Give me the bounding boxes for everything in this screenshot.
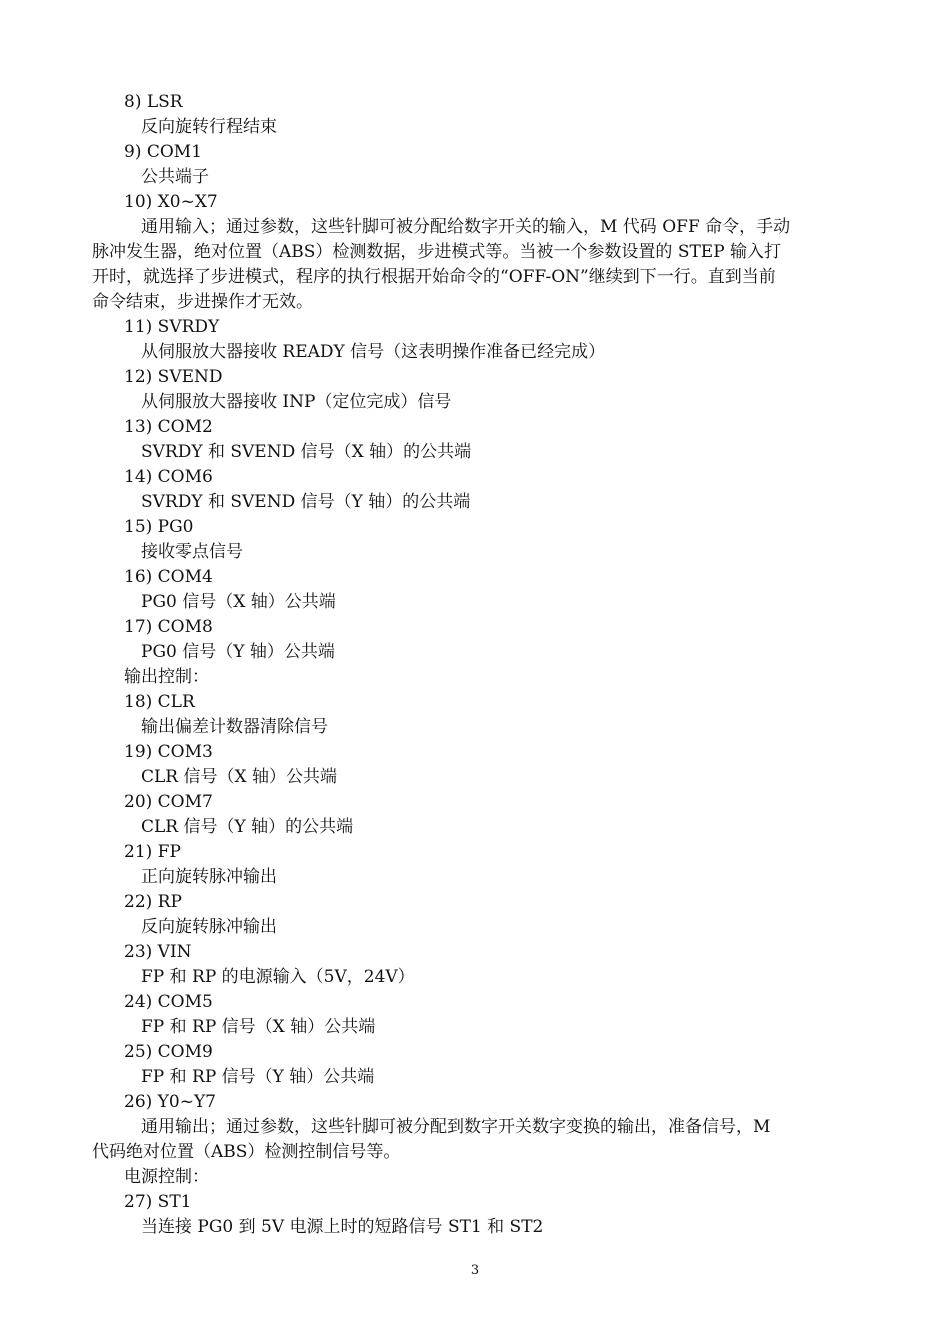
- item-20-desc: CLR 信号（Y 轴）的公共端: [141, 817, 354, 837]
- item-13-title: 13) COM2: [124, 417, 213, 437]
- item-10-desc-line-2: 脉冲发生器，绝对位置（ABS）检测数据，步进模式等。当被一个参数设置的 STEP 输入打: [92, 242, 782, 262]
- item-10-desc-line-3: 开时，就选择了步进模式，程序的执行根据开始命令的“OFF-ON”继续到下一行。直到当前: [92, 267, 776, 287]
- item-27-title: 27) ST1: [124, 1192, 192, 1212]
- item-20-title: 20) COM7: [124, 792, 213, 812]
- item-8-title: 8) LSR: [124, 92, 183, 112]
- item-10-title: 10) X0~X7: [124, 192, 218, 212]
- item-12-title: 12) SVEND: [124, 367, 223, 387]
- item-18-title: 18) CLR: [124, 692, 195, 712]
- item-10-desc-line-1: 通用输入；通过参数，这些针脚可被分配给数字开关的输入，M 代码 OFF 命令，手动: [141, 217, 791, 237]
- section-heading-output-control: 输出控制：: [124, 667, 209, 687]
- item-11-title: 11) SVRDY: [124, 317, 220, 337]
- item-9-desc: 公共端子: [141, 167, 209, 187]
- item-10-desc-line-4: 命令结束，步进操作才无效。: [92, 292, 313, 312]
- item-15-desc: 接收零点信号: [141, 542, 243, 562]
- item-13-desc: SVRDY 和 SVEND 信号（X 轴）的公共端: [141, 442, 472, 462]
- item-22-desc: 反向旋转脉冲输出: [141, 917, 277, 937]
- item-11-desc: 从伺服放大器接收 READY 信号（这表明操作准备已经完成）: [141, 342, 606, 362]
- item-22-title: 22) RP: [124, 892, 182, 912]
- item-25-title: 25) COM9: [124, 1042, 213, 1062]
- item-21-desc: 正向旋转脉冲输出: [141, 867, 277, 887]
- item-25-desc: FP 和 RP 信号（Y 轴）公共端: [141, 1067, 375, 1087]
- item-23-title: 23) VIN: [124, 942, 192, 962]
- item-9-title: 9) COM1: [124, 142, 203, 162]
- item-24-desc: FP 和 RP 信号（X 轴）公共端: [141, 1017, 376, 1037]
- item-16-title: 16) COM4: [124, 567, 213, 587]
- item-17-title: 17) COM8: [124, 617, 213, 637]
- item-26-desc-line-2: 代码绝对位置（ABS）检测控制信号等。: [92, 1142, 401, 1162]
- item-16-desc: PG0 信号（X 轴）公共端: [141, 592, 336, 612]
- item-21-title: 21) FP: [124, 842, 181, 862]
- item-14-title: 14) COM6: [124, 467, 213, 487]
- item-23-desc: FP 和 RP 的电源输入（5V，24V）: [141, 967, 415, 987]
- item-12-desc: 从伺服放大器接收 INP（定位完成）信号: [141, 392, 452, 412]
- item-15-title: 15) PG0: [124, 517, 194, 537]
- section-heading-power-control: 电源控制：: [124, 1167, 209, 1187]
- item-19-title: 19) COM3: [124, 742, 213, 762]
- item-27-desc: 当连接 PG0 到 5V 电源上时的短路信号 ST1 和 ST2: [141, 1217, 544, 1237]
- item-17-desc: PG0 信号（Y 轴）公共端: [141, 642, 335, 662]
- item-19-desc: CLR 信号（X 轴）公共端: [141, 767, 338, 787]
- item-14-desc: SVRDY 和 SVEND 信号（Y 轴）的公共端: [141, 492, 471, 512]
- item-24-title: 24) COM5: [124, 992, 213, 1012]
- item-26-desc-line-1: 通用输出；通过参数，这些针脚可被分配到数字开关数字变换的输出，准备信号，M: [141, 1117, 771, 1137]
- page-number: 3: [470, 1263, 480, 1278]
- item-8-desc: 反向旋转行程结束: [141, 117, 277, 137]
- item-18-desc: 输出偏差计数器清除信号: [141, 717, 328, 737]
- item-26-title: 26) Y0~Y7: [124, 1092, 216, 1112]
